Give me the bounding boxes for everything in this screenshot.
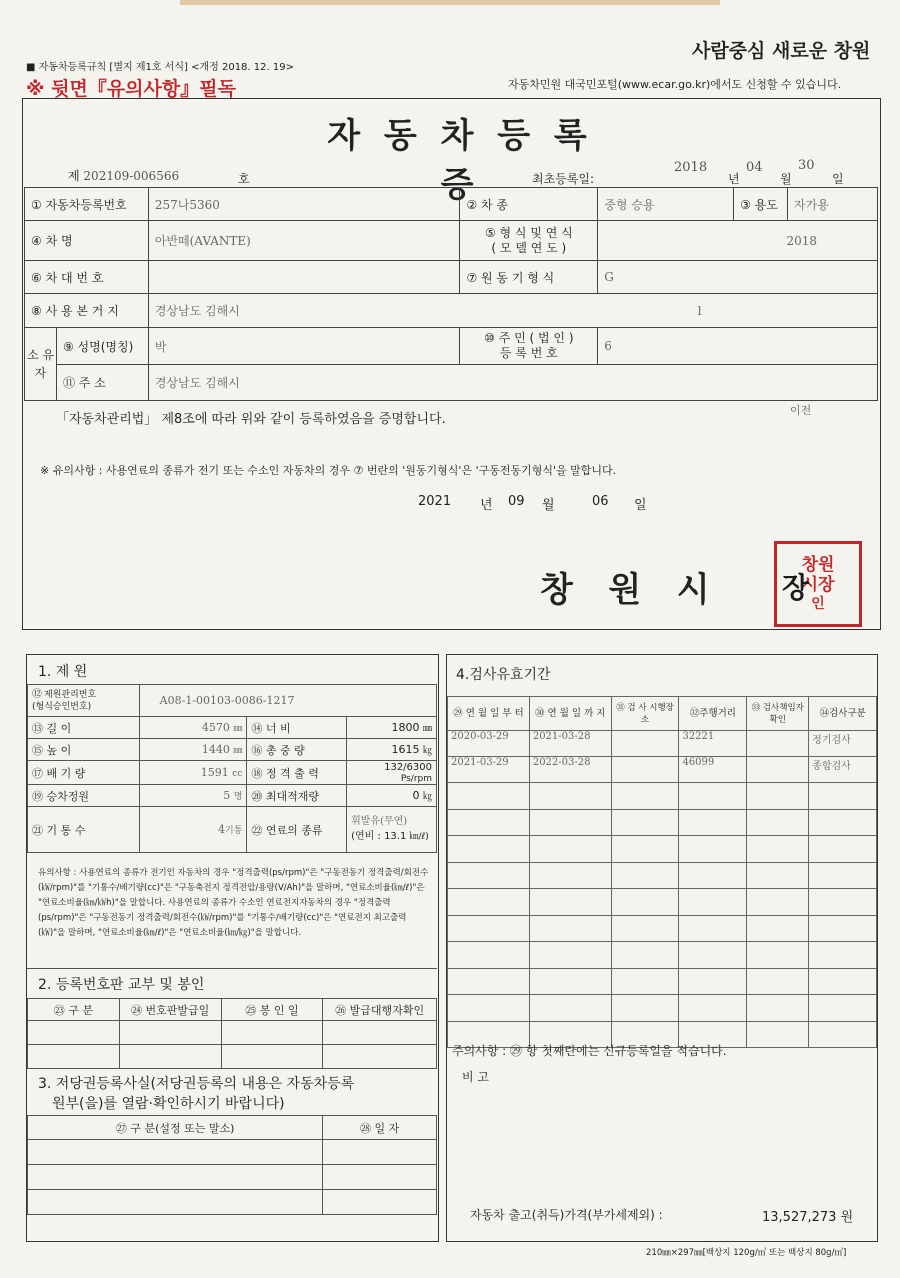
- lien-col-date: ㉘ 일 자: [323, 1116, 437, 1140]
- owner-name-label: ⑨ 성명(명칭): [56, 328, 148, 365]
- owner-group-label: 소 유 자: [25, 328, 57, 401]
- weight-value: 1615: [391, 743, 420, 756]
- owner-name-value: 박: [148, 328, 460, 365]
- cyl-cell: [139, 807, 247, 853]
- length-cell: [139, 717, 247, 739]
- cert-no-suffix: 호: [238, 172, 250, 186]
- spec-section-title: 1. 제 원: [38, 664, 88, 680]
- notice-heading: ※ 뒷면『유의사항』필독: [26, 78, 236, 100]
- reg-no-value: 257나5360: [148, 188, 460, 221]
- owner-addr-label: ⑪ 주 소: [56, 365, 148, 401]
- seats-label: ⑲ 승차정원: [28, 785, 140, 807]
- inspection-cell: 32221: [679, 731, 747, 757]
- issue-year-unit: 년: [480, 498, 493, 513]
- lien-table: [27, 1115, 437, 1215]
- plate-section-title: 2. 등록번호판 교부 및 봉인: [38, 977, 205, 993]
- model-year-value: 2018: [598, 221, 878, 261]
- length-label: ⑬ 길 이: [28, 717, 140, 739]
- issue-month-unit: 월: [542, 498, 555, 513]
- type-label: ② 차 종: [460, 188, 598, 221]
- vin-label: ⑥ 차 대 번 호: [25, 261, 149, 294]
- table-row: [448, 968, 877, 995]
- cert-number: 202109-006566: [83, 169, 180, 183]
- price-label: 자동차 출고(취득)가격(부가세제외) :: [470, 1208, 663, 1222]
- power-cell: [347, 761, 437, 785]
- length-value: 4570: [201, 721, 230, 734]
- seal-text-1: 창원: [801, 555, 835, 575]
- issue-day-unit: 일: [634, 498, 647, 513]
- width-cell: [347, 717, 437, 739]
- table-row: [448, 809, 877, 836]
- table-row: [448, 836, 877, 863]
- power-value: 132/6300: [384, 761, 432, 773]
- engine-label: ⑦ 원 동 기 형 식: [460, 261, 598, 294]
- use-label: ③ 용도: [734, 188, 788, 221]
- inspection-cell: 정기검사: [809, 731, 877, 757]
- mgmt-no-value: A08-1-00103-0086-1217: [139, 685, 436, 717]
- plate-col-type: ㉓ 구 분: [28, 999, 120, 1021]
- type-value: 중형 승용: [598, 188, 734, 221]
- seal-text-2: 시장: [801, 575, 835, 595]
- load-label: ⑳ 최대적재량: [247, 785, 347, 807]
- inspection-table: [447, 696, 877, 1048]
- owner-id-label: [460, 328, 598, 365]
- inspection-cell: 2021-03-29: [448, 757, 530, 783]
- inspection-cell: [611, 731, 679, 757]
- inspection-cell: [747, 757, 809, 783]
- day-unit: 일: [832, 172, 844, 186]
- inspection-cell: [747, 731, 809, 757]
- inspection-header-1: ㉚ 연 월 일 까 지: [529, 697, 611, 731]
- disp-cell: [139, 761, 247, 785]
- inspection-cell: 46099: [679, 757, 747, 783]
- table-row: [28, 1045, 437, 1069]
- city-slogan: 사람중심 새로운 창원: [692, 40, 871, 62]
- form-reference: ■ 자동차등록규칙 [별지 제1호 서식] <개정 2018. 12. 19>: [26, 62, 294, 73]
- height-value: 1440: [201, 743, 230, 756]
- model-label-line2: ( 모 델 연 도 ): [491, 240, 567, 255]
- fuel-label: ㉒ 연료의 종류: [247, 807, 347, 853]
- portal-note: 자동차민원 대국민포털(www.ecar.go.kr)에서도 신청할 수 있습니다.: [508, 78, 842, 91]
- table-row: [448, 995, 877, 1022]
- table-row: [448, 731, 877, 757]
- width-label: ⑭ 너 비: [247, 717, 347, 739]
- top-paper-strip: [180, 0, 720, 5]
- model-label-line1: ⑤ 형 식 및 연 식: [484, 225, 573, 240]
- vin-value: [148, 261, 460, 294]
- registration-table: [24, 187, 878, 401]
- inspection-cell: 2022-03-28: [529, 757, 611, 783]
- first-reg-day: 30: [798, 158, 815, 173]
- issue-day: 06: [592, 494, 609, 509]
- plate-col-seal: ㉕ 봉 인 일: [221, 999, 323, 1021]
- inspection-header-2: ㉛ 검 사 시행장소: [611, 697, 679, 731]
- year-unit: 년: [728, 172, 740, 186]
- disp-value: 1591: [200, 766, 229, 779]
- eff-value: 13.1: [384, 831, 407, 842]
- mgmt-label: ⑫ 제원관리번호 (형식승인번호): [28, 685, 140, 717]
- inspection-caution: 주의사항 : ㉙ 항 첫째란에는 신규등록일을 적습니다.: [452, 1044, 727, 1058]
- base-value: 경상남도 김해시: [148, 294, 597, 328]
- price-value: 13,527,273 원: [762, 1210, 854, 1225]
- lien-col-type: ㉗ 구 분(설정 또는 말소): [28, 1116, 323, 1140]
- spec-note: 유의사항 : 사용연료의 종류가 전기인 자동차의 경우 "정격출력(ps/rpm)"은 "구동전동기 정격출력/회전수(㎾/rpm)"를 "기통수/배기량(cc)"은 "구동축전지 정격전압/용량(V/Ah)"을 말하며, "연료소비율(㎞/ℓ)"은 "연료소비율(㎞/㎾h)"을 말합니다. 사용연료의 종류가 수소인 연료전지자동차의 경우 "정격출력(ps/rpm)"은 "구동전동기 정격출력/회전수(㎾/rpm)"를 "기통수/배기량(cc)"은 "연료전지 최고출력(㎾)"을 말하며, "연료소비율(㎞/ℓ)"은 "연료소비율(㎞/㎏)"을 말합니다.: [38, 868, 429, 938]
- owner-id-label-line1: ⑩ 주 민 ( 법 인 ): [484, 331, 574, 345]
- name-value: 아반떼(AVANTE): [148, 221, 460, 261]
- load-value: 0: [412, 789, 420, 802]
- table-row: [448, 889, 877, 916]
- certificate-title: 자 동 차 등 록 증: [327, 116, 593, 205]
- transfer-note: 이전: [790, 404, 812, 417]
- spec-table: [27, 684, 437, 853]
- first-reg-label: 최초등록일:: [532, 172, 595, 186]
- model-label: [460, 221, 598, 261]
- remarks-label: 비 고: [462, 1070, 489, 1084]
- mgmt-label-line1: 제원관리번호: [44, 689, 97, 700]
- seats-value: 5: [223, 789, 231, 802]
- table-row: [448, 757, 877, 783]
- base-label: ⑧ 사 용 본 거 지: [25, 294, 149, 328]
- table-row: [448, 915, 877, 942]
- base-tail: l: [598, 294, 878, 328]
- inspection-cell: 종합검사: [809, 757, 877, 783]
- power-label: ⑱ 정 격 출 력: [247, 761, 347, 785]
- eff-label: (연비 :: [351, 831, 381, 842]
- owner-id-label-line2: 등 록 번 호: [499, 346, 558, 360]
- inspection-header-3: ㉜주행거리: [679, 697, 747, 731]
- table-row: [28, 1190, 437, 1215]
- table-row: [28, 1021, 437, 1045]
- month-unit: 월: [780, 172, 792, 186]
- eff-unit: ㎞/ℓ): [409, 832, 429, 842]
- lien-section-title: [38, 1074, 354, 1114]
- inspection-cell: 2021-03-28: [529, 731, 611, 757]
- table-row: [448, 862, 877, 889]
- issue-month: 09: [508, 494, 525, 509]
- table-row: [448, 942, 877, 969]
- fuel-value: 휘발유(무연): [351, 816, 408, 827]
- lien-title-line2: 원부(을)를 열람·확인하시기 바랍니다): [52, 1096, 285, 1112]
- cyl-label: ㉑ 기 통 수: [28, 807, 140, 853]
- reg-no-label: ① 자동차등록번호: [25, 188, 149, 221]
- inspection-header-4: ㉝ 검사책임자 확인: [747, 697, 809, 731]
- fuel-cell: [347, 807, 437, 853]
- issuer-name: 창 원 시: [540, 570, 710, 610]
- height-cell: [139, 739, 247, 761]
- owner-id-value: 6: [598, 328, 878, 365]
- table-row: [448, 783, 877, 810]
- seats-unit: 명: [233, 792, 243, 802]
- mgmt-label-line2: (형식승인번호): [32, 701, 92, 712]
- weight-label: ⑯ 총 중 량: [247, 739, 347, 761]
- inspection-section-title: 4.검사유효기간: [456, 667, 551, 683]
- first-reg-month: 04: [746, 160, 763, 175]
- inspection-header-row: [448, 697, 877, 731]
- name-label: ④ 차 명: [25, 221, 149, 261]
- height-label: ⑮ 높 이: [28, 739, 140, 761]
- inspection-header-0: ㉙ 연 월 일 부 터: [448, 697, 530, 731]
- seats-cell: [139, 785, 247, 807]
- weight-unit: ㎏: [422, 746, 432, 756]
- engine-value: G: [598, 261, 878, 294]
- power-unit: Ps/rpm: [400, 773, 432, 784]
- disp-label: ⑰ 배 기 량: [28, 761, 140, 785]
- owner-addr-value: 경상남도 김해시: [148, 365, 877, 401]
- inspection-cell: [611, 757, 679, 783]
- width-unit: ㎜: [422, 724, 432, 734]
- width-value: 1800: [391, 721, 420, 734]
- plate-col-agent: ㉖ 발급대행자확인: [323, 999, 437, 1021]
- load-unit: ㎏: [422, 792, 432, 802]
- paper-spec-footer: 210㎜×297㎜[백상지 120g/㎡ 또는 백상지 80g/㎡]: [646, 1248, 847, 1258]
- plate-table: [27, 998, 437, 1069]
- disp-unit: cc: [232, 769, 243, 779]
- first-reg-year: 2018: [674, 160, 708, 175]
- plate-divider: [27, 968, 437, 969]
- cyl-unit: 기통: [225, 826, 243, 836]
- fuel-caution: ※ 유의사항 : 사용연료의 종류가 전기 또는 수소인 자동차의 경우 ⑦ 번란의 '원동기형식'은 '구동전동기형식'을 말합니다.: [40, 464, 617, 477]
- cert-no-prefix: 제: [68, 169, 80, 183]
- inspection-header-5: ㉞검사구분: [809, 697, 877, 731]
- seal-text-3: 인: [811, 596, 825, 612]
- plate-col-issue: ㉔ 번호판발급일: [119, 999, 221, 1021]
- table-row: [28, 1140, 437, 1165]
- certification-statement: 「자동차관리법」 제8조에 따라 위와 같이 등록하였음을 증명합니다.: [56, 412, 446, 427]
- height-unit: ㎜: [233, 746, 243, 756]
- seal-overlay-char: 장: [782, 571, 810, 604]
- cyl-value: 4: [218, 823, 225, 836]
- load-cell: [347, 785, 437, 807]
- weight-cell: [347, 739, 437, 761]
- inspection-cell: 2020-03-29: [448, 731, 530, 757]
- lien-title-line1: 3. 저당권등록사실(저당권등록의 내용은 자동차등록: [38, 1076, 355, 1092]
- table-row: [28, 1165, 437, 1190]
- use-value: 자가용: [788, 188, 878, 221]
- length-unit: ㎜: [233, 724, 243, 734]
- issue-year: 2021: [418, 494, 452, 509]
